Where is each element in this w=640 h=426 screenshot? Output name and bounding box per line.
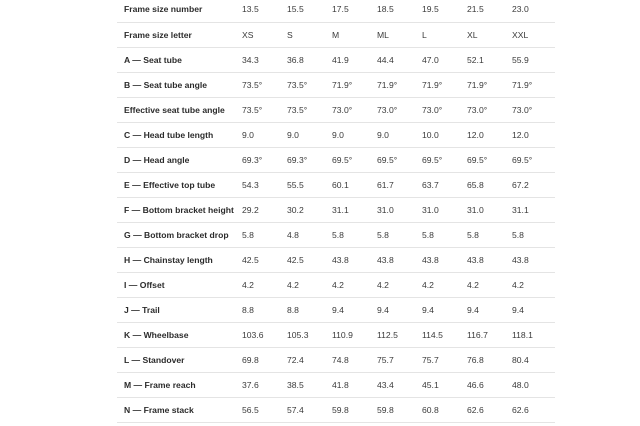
- table-cell: 114.5: [422, 322, 467, 347]
- row-label: J — Trail: [117, 297, 242, 322]
- table-cell: 71.9°: [512, 72, 555, 97]
- row-label: K — Wheelbase: [117, 322, 242, 347]
- table-cell: 110.9: [332, 322, 377, 347]
- table-cell: 73.5°: [287, 72, 332, 97]
- table-cell: 23.0: [512, 0, 555, 22]
- table-cell: 69.5°: [467, 147, 512, 172]
- table-cell: 72.4: [287, 347, 332, 372]
- table-cell: 63.7: [422, 172, 467, 197]
- table-cell: 73.0°: [467, 97, 512, 122]
- table-cell: 62.6: [467, 397, 512, 422]
- table-cell: 59.8: [332, 397, 377, 422]
- table-cell: 59.8: [377, 397, 422, 422]
- table-cell: 75.7: [377, 347, 422, 372]
- table-cell: 69.5°: [512, 147, 555, 172]
- row-label: A — Seat tube: [117, 47, 242, 72]
- row-label: I — Offset: [117, 272, 242, 297]
- table-cell: 57.4: [287, 397, 332, 422]
- row-label: E — Effective top tube: [117, 172, 242, 197]
- table-cell: 75.7: [422, 347, 467, 372]
- table-row: [117, 172, 555, 197]
- table-cell: XXL: [512, 22, 555, 47]
- row-label: F — Bottom bracket height: [117, 197, 242, 222]
- table-row: [117, 97, 555, 122]
- table-cell: 73.0°: [512, 97, 555, 122]
- table-cell: 31.0: [377, 197, 422, 222]
- table-cell: 4.2: [377, 272, 422, 297]
- table-row: [117, 197, 555, 222]
- table-cell: 9.0: [332, 122, 377, 147]
- table-cell: 4.2: [422, 272, 467, 297]
- table-cell: 73.0°: [332, 97, 377, 122]
- row-label: B — Seat tube angle: [117, 72, 242, 97]
- table-cell: 69.3°: [242, 147, 287, 172]
- geometry-table: [117, 0, 555, 423]
- table-cell: 73.5°: [242, 72, 287, 97]
- row-label: L — Standover: [117, 347, 242, 372]
- table-cell: 4.2: [287, 272, 332, 297]
- row-label: N — Frame stack: [117, 397, 242, 422]
- table-cell: 34.3: [242, 47, 287, 72]
- table-row: [117, 322, 555, 347]
- table-row: [117, 247, 555, 272]
- table-cell: 55.5: [287, 172, 332, 197]
- table-cell: 13.5: [242, 0, 287, 22]
- table-cell: 43.8: [332, 247, 377, 272]
- table-row: [117, 72, 555, 97]
- table-cell: 5.8: [512, 222, 555, 247]
- table-cell: 74.8: [332, 347, 377, 372]
- table-cell: 69.5°: [332, 147, 377, 172]
- row-label: C — Head tube length: [117, 122, 242, 147]
- table-cell: 19.5: [422, 0, 467, 22]
- row-label: H — Chainstay length: [117, 247, 242, 272]
- table-cell: 31.0: [467, 197, 512, 222]
- table-cell: 38.5: [287, 372, 332, 397]
- table-cell: 76.8: [467, 347, 512, 372]
- table-cell: 71.9°: [467, 72, 512, 97]
- row-label: Effective seat tube angle: [117, 97, 242, 122]
- table-cell: 30.2: [287, 197, 332, 222]
- table-cell: 73.0°: [377, 97, 422, 122]
- table-cell: 31.1: [332, 197, 377, 222]
- table-cell: 9.0: [242, 122, 287, 147]
- table-cell: 112.5: [377, 322, 422, 347]
- table-cell: M: [332, 22, 377, 47]
- table-cell: 71.9°: [332, 72, 377, 97]
- table-cell: 71.9°: [422, 72, 467, 97]
- table-cell: 12.0: [512, 122, 555, 147]
- table-cell: 12.0: [467, 122, 512, 147]
- table-cell: 9.4: [512, 297, 555, 322]
- table-cell: 56.5: [242, 397, 287, 422]
- table-cell: 60.1: [332, 172, 377, 197]
- geometry-table-container: [117, 0, 555, 423]
- table-row: [117, 372, 555, 397]
- table-cell: 8.8: [242, 297, 287, 322]
- table-cell: 5.8: [422, 222, 467, 247]
- table-cell: 41.9: [332, 47, 377, 72]
- table-cell: 69.3°: [287, 147, 332, 172]
- table-row: [117, 47, 555, 72]
- table-cell: 42.5: [287, 247, 332, 272]
- table-cell: 43.4: [377, 372, 422, 397]
- table-cell: 21.5: [467, 0, 512, 22]
- row-label: D — Head angle: [117, 147, 242, 172]
- table-cell: 73.5°: [287, 97, 332, 122]
- table-cell: 73.0°: [422, 97, 467, 122]
- row-label: G — Bottom bracket drop: [117, 222, 242, 247]
- table-row: [117, 272, 555, 297]
- table-cell: 43.8: [467, 247, 512, 272]
- table-cell: XS: [242, 22, 287, 47]
- table-cell: 61.7: [377, 172, 422, 197]
- table-cell: 4.2: [332, 272, 377, 297]
- table-cell: XL: [467, 22, 512, 47]
- table-cell: 36.8: [287, 47, 332, 72]
- table-cell: 9.4: [467, 297, 512, 322]
- table-cell: 18.5: [377, 0, 422, 22]
- table-cell: 9.0: [287, 122, 332, 147]
- table-cell: 8.8: [287, 297, 332, 322]
- table-row: [117, 347, 555, 372]
- table-cell: 10.0: [422, 122, 467, 147]
- table-cell: 5.8: [467, 222, 512, 247]
- table-row: [117, 297, 555, 322]
- table-cell: 52.1: [467, 47, 512, 72]
- table-cell: 44.4: [377, 47, 422, 72]
- table-cell: L: [422, 22, 467, 47]
- table-row: [117, 397, 555, 422]
- table-cell: 4.2: [512, 272, 555, 297]
- table-cell: 69.5°: [377, 147, 422, 172]
- table-cell: 9.4: [377, 297, 422, 322]
- table-cell: 43.8: [377, 247, 422, 272]
- table-cell: 9.4: [422, 297, 467, 322]
- table-cell: 31.1: [512, 197, 555, 222]
- table-cell: 55.9: [512, 47, 555, 72]
- table-row: [117, 122, 555, 147]
- table-cell: 62.6: [512, 397, 555, 422]
- table-row: [117, 22, 555, 47]
- row-label: M — Frame reach: [117, 372, 242, 397]
- table-cell: 17.5: [332, 0, 377, 22]
- row-label: Frame size letter: [117, 22, 242, 47]
- table-cell: S: [287, 22, 332, 47]
- table-cell: ML: [377, 22, 422, 47]
- table-cell: 31.0: [422, 197, 467, 222]
- table-cell: 116.7: [467, 322, 512, 347]
- table-cell: 42.5: [242, 247, 287, 272]
- table-row: [117, 147, 555, 172]
- table-cell: 9.0: [377, 122, 422, 147]
- table-cell: 47.0: [422, 47, 467, 72]
- table-cell: 54.3: [242, 172, 287, 197]
- table-cell: 69.5°: [422, 147, 467, 172]
- table-cell: 65.8: [467, 172, 512, 197]
- table-cell: 9.4: [332, 297, 377, 322]
- table-cell: 5.8: [332, 222, 377, 247]
- table-row: [117, 0, 555, 22]
- table-row: [117, 222, 555, 247]
- table-cell: 4.8: [287, 222, 332, 247]
- table-cell: 37.6: [242, 372, 287, 397]
- table-cell: 46.6: [467, 372, 512, 397]
- table-cell: 5.8: [377, 222, 422, 247]
- table-cell: 15.5: [287, 0, 332, 22]
- table-cell: 4.2: [242, 272, 287, 297]
- table-cell: 41.8: [332, 372, 377, 397]
- table-cell: 71.9°: [377, 72, 422, 97]
- table-cell: 4.2: [467, 272, 512, 297]
- table-cell: 80.4: [512, 347, 555, 372]
- table-cell: 48.0: [512, 372, 555, 397]
- table-cell: 103.6: [242, 322, 287, 347]
- table-cell: 43.8: [512, 247, 555, 272]
- table-cell: 73.5°: [242, 97, 287, 122]
- table-cell: 118.1: [512, 322, 555, 347]
- geometry-table-body: [117, 0, 555, 422]
- table-cell: 43.8: [422, 247, 467, 272]
- table-cell: 60.8: [422, 397, 467, 422]
- table-cell: 67.2: [512, 172, 555, 197]
- row-label: Frame size number: [117, 0, 242, 22]
- table-cell: 69.8: [242, 347, 287, 372]
- table-cell: 45.1: [422, 372, 467, 397]
- table-cell: 5.8: [242, 222, 287, 247]
- table-cell: 29.2: [242, 197, 287, 222]
- table-cell: 105.3: [287, 322, 332, 347]
